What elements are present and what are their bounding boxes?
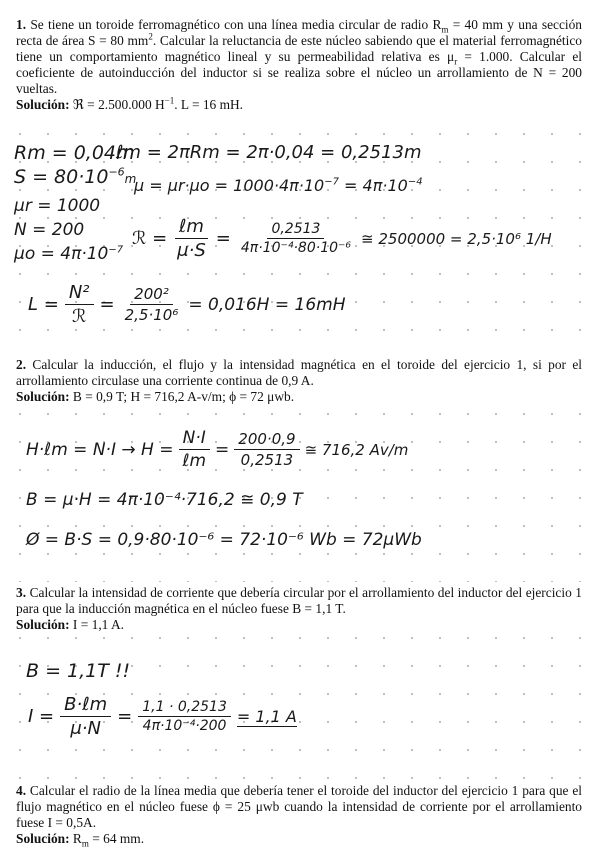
problem-4-number: 4. [16, 783, 27, 798]
hw-h: H·ℓm = N·I → H = $\frac{N\cdot I}{\text{ℓm}}$ = $\frac{200\cdot 0,9}{0,2513}$ ≅ 716,2 Av/m [26, 428, 409, 471]
problem-4-solution: Solución: $R_m = 64$ mm. [16, 831, 145, 849]
hw-b-given: B = 1,1T !! [26, 660, 131, 682]
problem-2-solution: Solución: B = 0,9 T; H = 716,2 A-v/m; ϕ = 72 μwb. [16, 389, 295, 404]
problem-1-solution: Solución: ℜ = 2.500.000 $H^{-1}$. L = 16 mH. [16, 95, 244, 112]
hw-phi: Ø = B·S = 0,9·80·10⁻⁶ = 72·10⁻⁶ Wb = 72μWb [26, 530, 422, 550]
hw-s: $S = 80\cdot 10^{-6}m$ [14, 165, 137, 188]
hw-mu0: $\mu o = 4\pi\cdot 10^{-7}$ [14, 244, 124, 264]
problem-3-number: 3. [16, 585, 27, 600]
problem-1-number: 1. [16, 17, 27, 32]
hw-reluctance: ℛ = $\frac{\text{ℓm}}{\mu\cdot S}$ = $\frac{0,2513}{\text{4π·10⁻⁴·80·10⁻⁶}}$ ≅ 2500000 = 2,5·10⁶ 1/H [132, 216, 552, 261]
problem-2-text: Calcular la inducción, el flujo y la intensidad magnética en el toroide del ejercicio 1, si por el arrollamiento circulase una corriente continua de 0,9 A. [16, 357, 583, 388]
hw-rm: Rm = 0,04m [14, 142, 135, 164]
problem-3-solution: Solución: I = 1,1 A. [16, 617, 124, 632]
problem-4-text: Calcular el radio de la línea media que debería tener el toroide del inductor del ejercicio 1 para que el flujo magnético en el núcleo fuese ϕ = 25 μwb cuando la intensidad de corriente por el arrollamiento fuese I = 0,5A. [16, 783, 582, 830]
hw-n: N = 200 [14, 220, 85, 240]
hw-mu: $\mu = \mu r\cdot\mu o = 1000\cdot 4\pi\cdot 10^{-7} = 4\pi\cdot 10^{-4}$ [134, 176, 423, 195]
problem-3-text: Calcular la intensidad de corriente que debería circular por el arrollamiento del inductor del ejercicio 1 para que la inducción magnética en el núcleo fuese B = 1,1 T. [16, 585, 582, 616]
problem-2-number: 2. [16, 357, 27, 372]
hw-b: B = μ·H = 4π·10⁻⁴·716,2 ≅ 0,9 T [26, 490, 303, 510]
hw-mur: μr = 1000 [14, 196, 101, 216]
problem-3 [12, 582, 586, 636]
problem-4 [12, 780, 586, 850]
hw-i: I = $\frac{\text{B·ℓm}}{\mu\cdot N}$ = $\frac{1,1 \cdot 0,2513}{\text{4π·10⁻⁴·200}}$ = 1,1 A [28, 694, 297, 739]
problem-1-text: Se tiene un toroide ferromagnético con una línea media circular de radio $R_m = 40$ mm y una sección recta de área S = 80 $mm^2$. Calcular la reluctancia de este núcleo sabiendo que el material ferromagnético tiene un comportamiento magnético lineal y su permeabilidad relativa es $\mu_r = 1.000$. Calcular el coeficiente de autoinducción del inductor si se realiza sobre el núcleo un arrollamiento de N = 200 vueltas. [16, 17, 583, 96]
problem-1 [12, 14, 586, 116]
hw-inductance: L = $\frac{\text{N²}}{\text{ℛ}}$ = $\frac{\text{200²}}{\text{2,5·10⁶}}$ = 0,016H = 16mH [28, 282, 346, 327]
problem-2 [12, 354, 586, 408]
hw-lm: ℓm = 2πRm = 2π·0,04 = 0,2513m [116, 142, 422, 163]
